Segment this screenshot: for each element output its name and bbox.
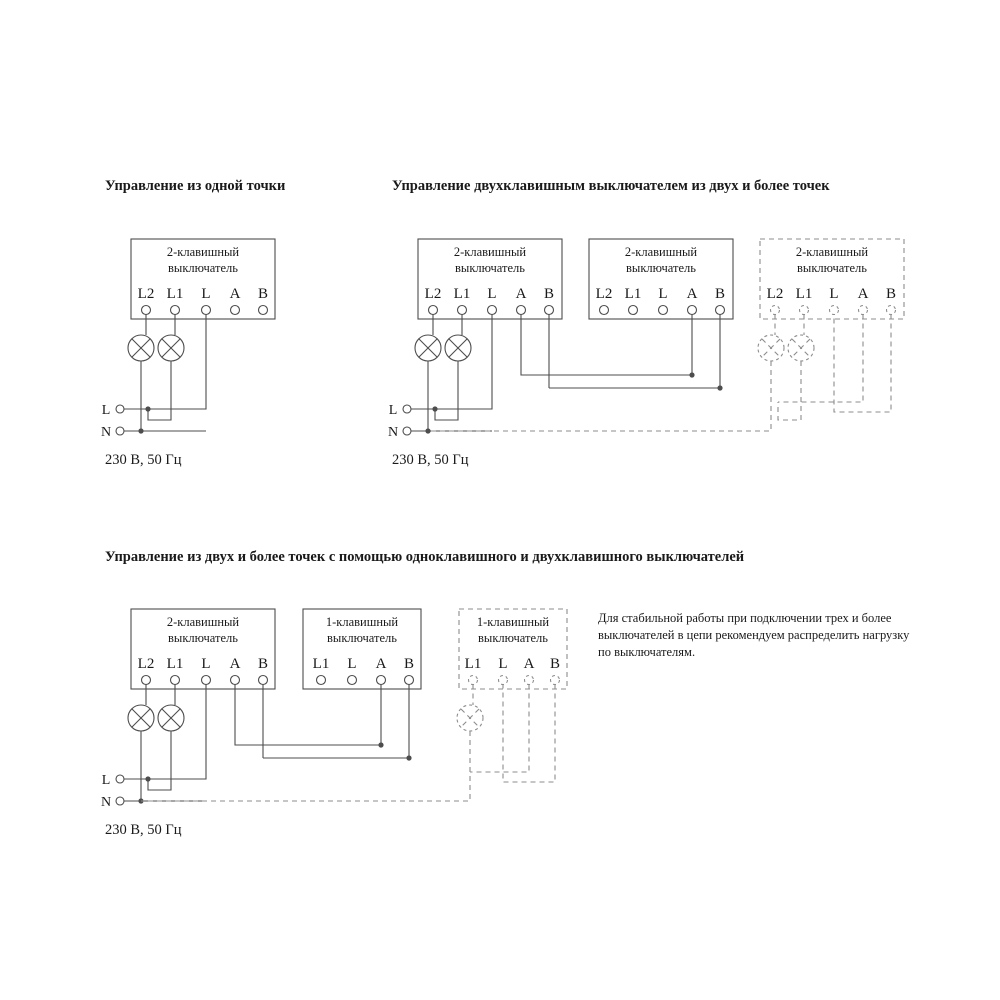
terminal-L-d3-s1 (202, 676, 211, 685)
terminal-B-d2-s3 (887, 306, 896, 315)
terminal-A-d2-s2 (688, 306, 697, 315)
terminal-label-B-d3-s3: B (549, 656, 561, 672)
terminal-label-L-d2-s3: L (829, 286, 839, 302)
switch-title-line2-d3-s1: выключатель (168, 631, 238, 645)
terminal-L1-d2-s3 (800, 306, 809, 315)
terminal-label-B-d2-s1: B (543, 286, 555, 302)
terminal-label-B-d1-s1: B (257, 286, 269, 302)
rail-terminal-N-d2 (403, 427, 411, 435)
diagram-2-group (388, 239, 904, 440)
terminal-label-L-d3-s1: L (201, 656, 211, 672)
lamp-d1-1 (128, 335, 154, 361)
terminal-label-L1-d2-s1: L1 (453, 286, 471, 302)
diagram-1-title: Управление из одной точки (105, 178, 286, 194)
diagram-3-supply: 230 В, 50 Гц (105, 822, 182, 838)
terminal-L2-d2-s3 (771, 306, 780, 315)
switch-title-line1-d2-s1: 2-клавишный (453, 245, 527, 259)
terminal-label-B-d2-s2: B (714, 286, 726, 302)
lamp-d1-2 (158, 335, 184, 361)
terminal-L-d2-s1 (488, 306, 497, 315)
switch-title-line2-d3-s2: выключатель (327, 631, 397, 645)
rail-terminal-L-d1 (116, 405, 124, 413)
terminal-B-d1-s1 (259, 306, 268, 315)
terminal-L1-d3-s3 (469, 676, 478, 685)
terminal-A-d2-s1 (517, 306, 526, 315)
lamp-d3-2 (158, 705, 184, 731)
lamp-d2-4 (788, 335, 814, 361)
terminal-label-L-d3-s2: L (347, 656, 357, 672)
terminal-A-d3-s1 (231, 676, 240, 685)
terminal-L2-d2-s1 (429, 306, 438, 315)
terminal-L2-d1-s1 (142, 306, 151, 315)
rail-label-L-d1: L (101, 403, 111, 418)
terminal-L1-d2-s2 (629, 306, 638, 315)
diagram-1-group (101, 239, 275, 440)
terminal-B-d3-s2 (405, 676, 414, 685)
terminal-L-d3-s2 (348, 676, 357, 685)
switch-title-line1-d2-s3: 2-клавишный (795, 245, 869, 259)
switch-title-line1-d2-s2: 2-клавишный (624, 245, 698, 259)
terminal-L2-d3-s1 (142, 676, 151, 685)
terminal-L1-d1-s1 (171, 306, 180, 315)
switch-title-line2-d2-s3: выключатель (797, 261, 867, 275)
rail-label-N-d1: N (100, 425, 112, 440)
lamp-d2-3 (758, 335, 784, 361)
terminal-label-L-d2-s1: L (487, 286, 497, 302)
diagram-1-supply: 230 В, 50 Гц (105, 452, 182, 468)
terminal-label-B-d3-s1: B (257, 656, 269, 672)
switch-title-line2-d2-s2: выключатель (626, 261, 696, 275)
terminal-label-L-d3-s3: L (498, 656, 508, 672)
terminal-B-d3-s1 (259, 676, 268, 685)
terminal-label-B-d3-s2: B (403, 656, 415, 672)
terminal-B-d2-s1 (545, 306, 554, 315)
diagram-3-title: Управление из двух и более точек с помощью одноклавишного и двухклавишного выключателей (105, 549, 745, 565)
rail-label-L-d2: L (388, 403, 398, 418)
terminal-label-L1-d3-s3: L1 (464, 656, 482, 672)
terminal-label-A-d1-s1: A (229, 286, 241, 302)
terminal-label-A-d2-s2: A (686, 286, 698, 302)
terminal-B-d2-s2 (716, 306, 725, 315)
lamp-d2-1 (415, 335, 441, 361)
lamp-d3-3 (457, 705, 483, 731)
terminal-label-L1-d1-s1: L1 (166, 286, 184, 302)
switch-title-line2-d1-s1: выключатель (168, 261, 238, 275)
terminal-A-d2-s3 (859, 306, 868, 315)
terminal-B-d3-s3 (551, 676, 560, 685)
terminal-label-B-d2-s3: B (885, 286, 897, 302)
rail-label-N-d2: N (387, 425, 399, 440)
terminal-label-A-d3-s3: A (523, 656, 535, 672)
rail-label-L-d3: L (101, 773, 111, 788)
terminal-L2-d2-s2 (600, 306, 609, 315)
terminal-A-d3-s2 (377, 676, 386, 685)
terminal-label-L-d2-s2: L (658, 286, 668, 302)
rail-label-N-d3: N (100, 795, 112, 810)
stability-note: Для стабильной работы при подключении трех и более выключателей в цепи рекомендуем распределить нагрузку по выключателям. (598, 611, 910, 659)
terminal-label-L1-d2-s3: L1 (795, 286, 813, 302)
terminal-label-L1-d3-s1: L1 (166, 656, 184, 672)
terminal-L1-d3-s2 (317, 676, 326, 685)
terminal-label-L-d1-s1: L (201, 286, 211, 302)
lamp-d3-1 (128, 705, 154, 731)
rail-terminal-L-d2 (403, 405, 411, 413)
lamp-d2-2 (445, 335, 471, 361)
terminal-L-d2-s3 (830, 306, 839, 315)
rail-terminal-N-d1 (116, 427, 124, 435)
switch-title-line1-d1-s1: 2-клавишный (166, 245, 240, 259)
terminal-A-d1-s1 (231, 306, 240, 315)
terminal-label-A-d2-s1: A (515, 286, 527, 302)
terminal-label-L2-d2-s3: L2 (766, 286, 784, 302)
terminal-label-L2-d1-s1: L2 (137, 286, 155, 302)
terminal-L-d3-s3 (499, 676, 508, 685)
switch-title-line1-d3-s1: 2-клавишный (166, 615, 240, 629)
switch-title-line2-d2-s1: выключатель (455, 261, 525, 275)
terminal-L1-d3-s1 (171, 676, 180, 685)
terminal-A-d3-s3 (525, 676, 534, 685)
terminal-L-d1-s1 (202, 306, 211, 315)
diagram-2-supply: 230 В, 50 Гц (392, 452, 469, 468)
terminal-label-L2-d2-s1: L2 (424, 286, 442, 302)
terminal-L1-d2-s1 (458, 306, 467, 315)
switch-title-line1-d3-s3: 1-клавишный (476, 615, 550, 629)
terminal-label-L2-d2-s2: L2 (595, 286, 613, 302)
terminal-label-L1-d2-s2: L1 (624, 286, 642, 302)
terminal-L-d2-s2 (659, 306, 668, 315)
terminal-label-L1-d3-s2: L1 (312, 656, 330, 672)
rail-terminal-N-d3 (116, 797, 124, 805)
terminal-label-A-d3-s1: A (229, 656, 241, 672)
switch-title-line2-d3-s3: выключатель (478, 631, 548, 645)
terminal-label-A-d2-s3: A (857, 286, 869, 302)
diagram-2-title: Управление двухклавишным выключателем из двух и более точек (392, 178, 830, 194)
diagram-3-group (101, 609, 567, 810)
rail-terminal-L-d3 (116, 775, 124, 783)
terminal-label-L2-d3-s1: L2 (137, 656, 155, 672)
switch-title-line1-d3-s2: 1-клавишный (325, 615, 399, 629)
terminal-label-A-d3-s2: A (375, 656, 387, 672)
